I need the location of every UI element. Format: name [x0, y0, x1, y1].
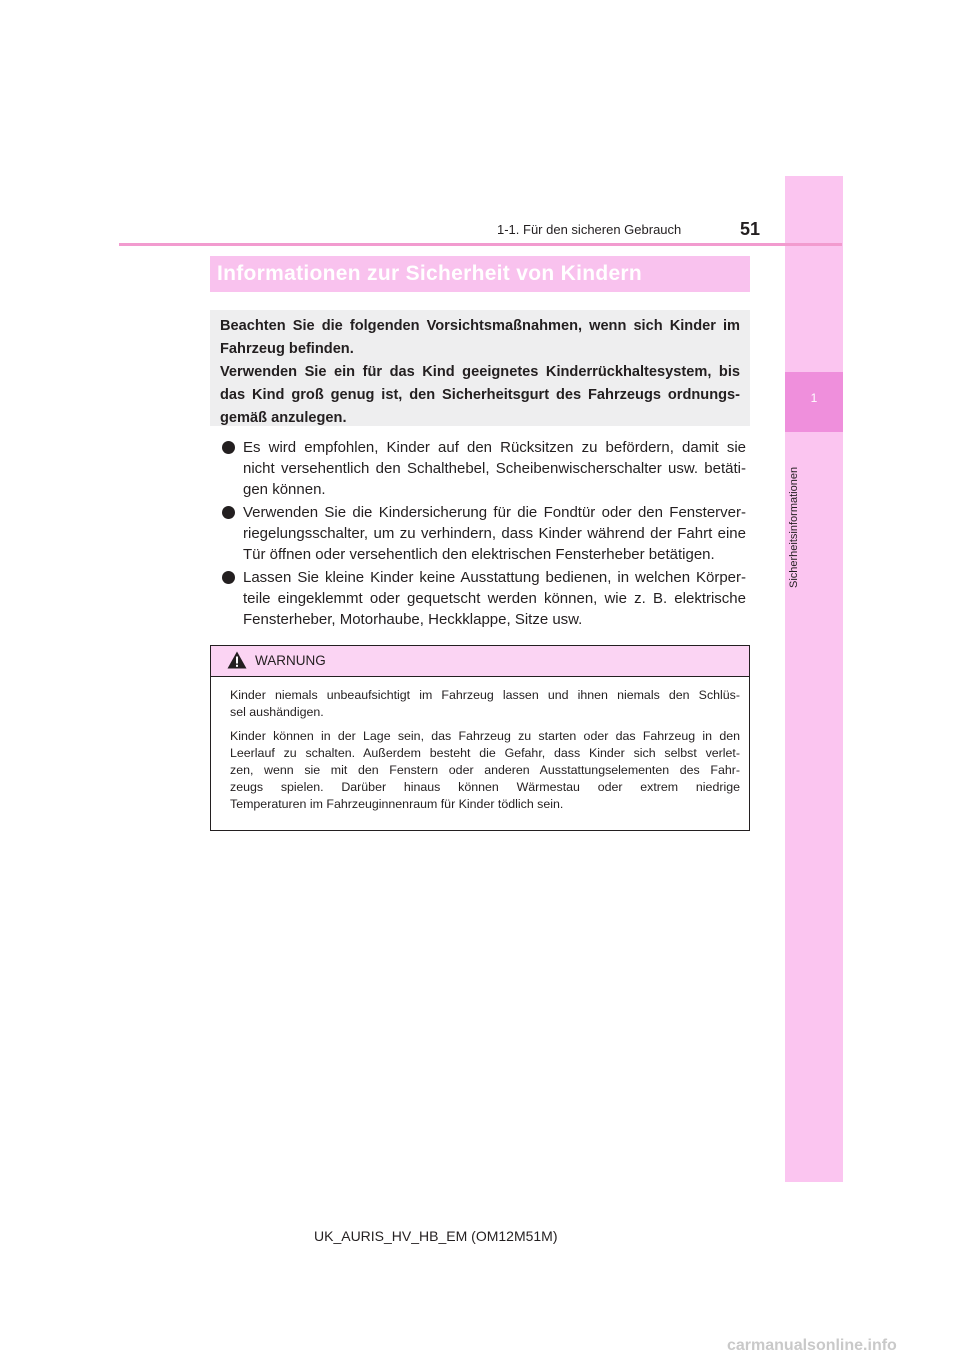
warning-label: WARNUNG — [255, 653, 326, 668]
bullet-item — [222, 502, 746, 565]
bullet-item — [222, 567, 746, 630]
bullet-line: Lassen Sie kleine Kinder keine Ausstattung bedienen, in welchen Körper- — [243, 569, 746, 586]
warning-triangle-icon — [227, 651, 247, 669]
bullet-dot-icon — [222, 506, 235, 519]
intro-box — [210, 310, 750, 426]
bullet-dot-icon — [222, 571, 235, 584]
header-divider — [119, 243, 842, 246]
warning-line: Temperaturen im Fahrzeuginnenraum für Kinder tödlich sein. — [230, 797, 564, 811]
bullet-line: gen können. — [243, 481, 326, 498]
warning-line: Leerlauf zu schalten. Außerdem besteht die Gefahr, dass Kinder sich selbst verlet- — [230, 746, 740, 760]
bullet-item — [222, 437, 746, 500]
intro-line: Beachten Sie die folgenden Vorsichtsmaßnahmen, wenn sich Kinder im — [220, 318, 740, 334]
warning-line: sel aushändigen. — [230, 705, 324, 719]
intro-line: gemäß anzulegen. — [220, 410, 347, 426]
warning-line: Kinder können in der Lage sein, das Fahrzeug zu starten oder das Fahrzeug in den — [230, 729, 740, 743]
section-title: Informationen zur Sicherheit von Kindern — [217, 262, 643, 285]
bullet-line: nicht versehentlich den Schalthebel, Scheibenwischerschalter usw. betäti- — [243, 460, 746, 477]
bullet-line: Tür öffnen oder versehentlich den elektrischen Fensterheber betätigen. — [243, 546, 715, 563]
warning-line: Kinder niemals unbeaufsichtigt im Fahrzeug lassen und ihnen niemals den Schlüs- — [230, 688, 740, 702]
bullet-list — [222, 437, 746, 632]
warning-header — [211, 646, 749, 677]
warning-paragraph — [230, 687, 740, 721]
side-chapter-tab — [785, 176, 843, 1182]
side-tab-label: Sicherheitsinformationen — [788, 466, 800, 588]
side-tab-number: 1 — [810, 391, 818, 405]
bullet-line: Verwenden Sie die Kindersicherung für die Fondtür oder den Fensterver- — [243, 504, 746, 521]
chapter-title: 1-1. Für den sicheren Gebrauch — [497, 222, 682, 237]
bullet-dot-icon — [222, 441, 235, 454]
intro-line: das Kind groß genug ist, den Sicherheitsgurt des Fahrzeugs ordnungs- — [220, 387, 740, 403]
bullet-line: teile eingeklemmt oder gequetscht werden können, wie z. B. elektrische — [243, 590, 746, 607]
document-code: UK_AURIS_HV_HB_EM (OM12M51M) — [314, 1228, 558, 1244]
bullet-line: Fensterheber, Motorhaube, Heckklappe, Sitze usw. — [243, 611, 583, 628]
warning-paragraph — [230, 728, 740, 813]
bullet-line: Es wird empfohlen, Kinder auf den Rücksitzen zu befördern, damit sie — [243, 439, 746, 456]
warning-line: zen, wenn sie mit den Fenstern oder anderen Ausstattungselementen des Fahr- — [230, 763, 740, 777]
warning-line: zeugs spielen. Darüber hinaus können Wärmestau oder extrem niedrige — [230, 780, 740, 794]
intro-line: Fahrzeug befinden. — [220, 341, 354, 357]
watermark: carmanualsonline.info — [727, 1337, 897, 1354]
intro-line: Verwenden Sie ein für das Kind geeignetes Kinderrückhaltesystem, bis — [220, 364, 740, 380]
warning-box — [210, 645, 750, 831]
bullet-line: riegelungsschalter, um zu verhindern, dass Kinder während der Fahrt eine — [243, 525, 746, 542]
page-number: 51 — [740, 219, 761, 239]
warning-body — [211, 677, 749, 813]
